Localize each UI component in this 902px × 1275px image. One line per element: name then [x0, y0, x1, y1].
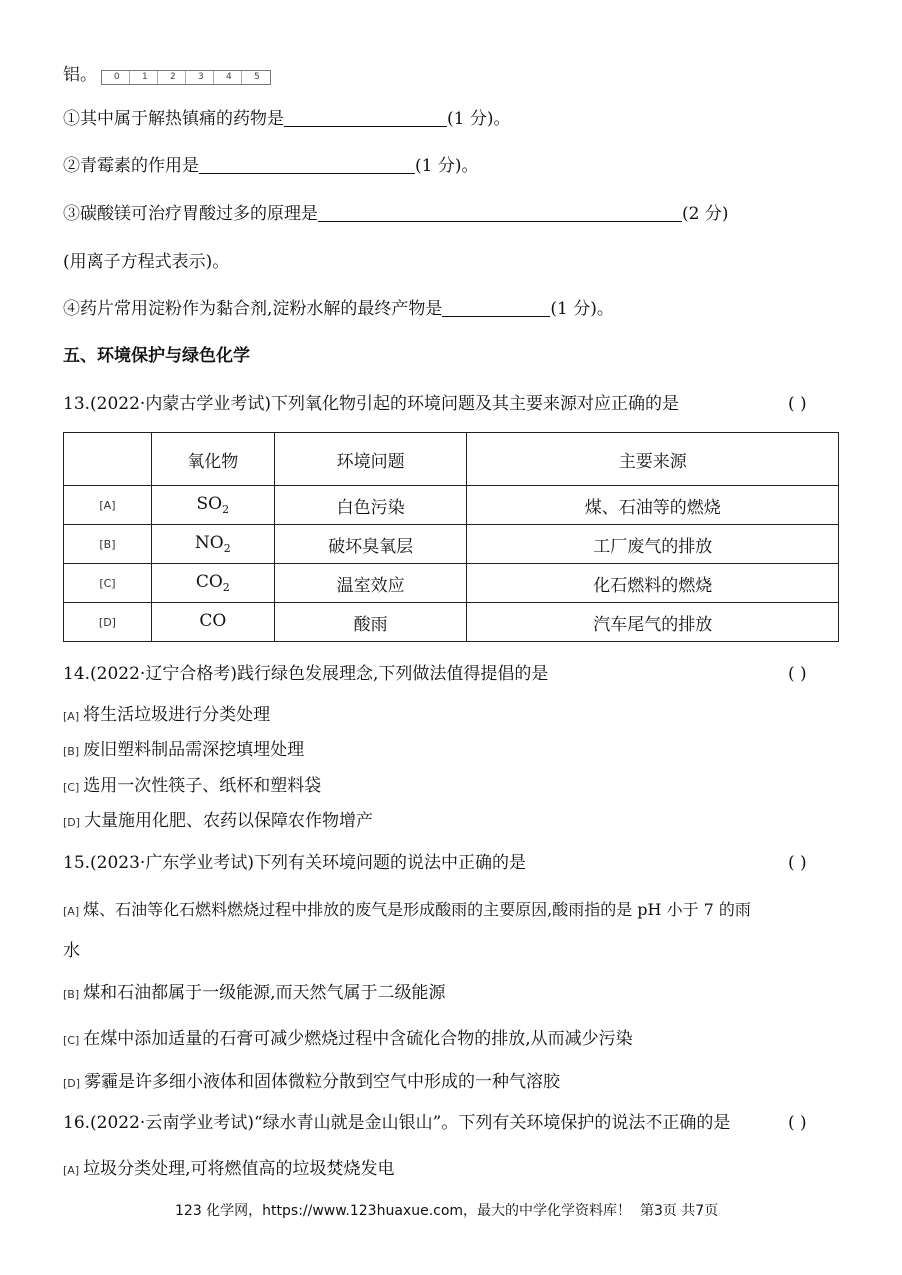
option-label: [C] — [64, 564, 152, 603]
q12-sub1-score: (1 分)。 — [447, 109, 511, 129]
table-header-row — [64, 433, 839, 486]
q12-sub3-cont: (用离子方程式表示)。 — [63, 252, 230, 272]
q12-sub1 — [63, 108, 510, 130]
q12-sub3-score: (2 分) — [682, 204, 729, 224]
q15-option-d[interactable] — [63, 1071, 560, 1095]
source-cell: 煤、石油等的燃烧 — [467, 486, 839, 525]
ruler-tick: 5 — [254, 72, 260, 82]
option-label: [C] — [63, 1034, 80, 1047]
table-row — [64, 486, 839, 525]
q14-option-d[interactable] — [63, 810, 373, 834]
table-header-cell: 氧化物 — [151, 433, 274, 486]
oxide-formula: SO — [196, 494, 223, 514]
option-label: [B] — [63, 988, 80, 1001]
oxide-formula: CO — [195, 572, 223, 592]
q15-option-a[interactable] — [63, 899, 751, 923]
q12-sub2-text: ②青霉素的作用是 — [63, 156, 199, 176]
source-cell: 工厂废气的排放 — [467, 525, 839, 564]
section-title: 五、环境保护与绿色化学 — [63, 346, 250, 366]
oxide-subscript: 2 — [223, 542, 231, 555]
oxide-cell — [151, 603, 274, 642]
ruler-tick: 3 — [186, 71, 214, 84]
option-label: [C] — [63, 781, 80, 794]
problem-cell: 酸雨 — [274, 603, 467, 642]
q12-sub3 — [63, 203, 728, 225]
oxide-formula: NO — [194, 533, 224, 553]
q12-sub1-text: ①其中属于解热镇痛的药物是 — [63, 109, 284, 129]
scale-ruler — [101, 70, 271, 85]
answer-blank[interactable] — [442, 300, 550, 317]
page-number: 第3页 共7页 — [639, 1203, 719, 1219]
table-header-cell: 环境问题 — [274, 433, 467, 486]
top-prefix: 铝。 — [63, 65, 97, 85]
table-row — [64, 525, 839, 564]
table-row — [64, 603, 839, 642]
option-text: 垃圾分类处理,可将燃值高的垃圾焚烧发电 — [83, 1159, 395, 1179]
q13-answer-paren[interactable]: ( ) — [788, 394, 807, 414]
answer-blank[interactable] — [284, 110, 447, 127]
ruler-tick: 2 — [158, 71, 186, 84]
oxide-formula: CO — [199, 611, 227, 631]
option-label: [D] — [63, 816, 81, 829]
option-label: [B] — [63, 745, 80, 758]
ruler-tick: 0 — [102, 71, 130, 84]
oxide-cell — [151, 564, 274, 603]
q14-option-a[interactable] — [63, 704, 270, 728]
problem-cell: 温室效应 — [274, 564, 467, 603]
oxide-cell — [151, 525, 274, 564]
q14-answer-paren[interactable]: ( ) — [788, 664, 807, 684]
option-text: 在煤中添加适量的石膏可减少燃烧过程中含硫化合物的排放,从而减少污染 — [83, 1029, 633, 1049]
table-row — [64, 564, 839, 603]
answer-blank[interactable] — [199, 157, 415, 174]
problem-cell: 白色污染 — [274, 486, 467, 525]
q15-option-b[interactable] — [63, 982, 446, 1006]
option-text: 大量施用化肥、农药以保障农作物增产 — [84, 811, 374, 831]
option-label: [D] — [63, 1077, 81, 1090]
option-text: 雾霾是许多细小液体和固体微粒分散到空气中形成的一种气溶胶 — [84, 1072, 561, 1092]
q15-answer-paren[interactable]: ( ) — [788, 853, 807, 873]
q12-sub2 — [63, 155, 478, 177]
q15-option-a-cont: 水 — [63, 941, 80, 961]
q12-sub3-text: ③碳酸镁可治疗胃酸过多的原理是 — [63, 204, 318, 224]
q16-stem: 16.(2022·云南学业考试)“绿水青山就是金山银山”。下列有关环境保护的说法不正确的是 — [63, 1113, 731, 1133]
q16-option-a[interactable] — [63, 1158, 395, 1182]
option-text: 选用一次性筷子、纸杯和塑料袋 — [83, 776, 322, 796]
source-cell: 汽车尾气的排放 — [467, 603, 839, 642]
table-header-cell: 主要来源 — [467, 433, 839, 486]
q12-sub4-score: (1 分)。 — [550, 299, 614, 319]
page-footer — [175, 1200, 718, 1220]
option-text: 煤和石油都属于一级能源,而天然气属于二级能源 — [83, 983, 446, 1003]
option-label: [A] — [63, 710, 80, 723]
ruler-tick: 4 — [214, 71, 242, 84]
option-text: 煤、石油等化石燃料燃烧过程中排放的废气是形成酸雨的主要原因,酸雨指的是 pH 小于 7 的雨 — [83, 900, 751, 919]
source-cell: 化石燃料的燃烧 — [467, 564, 839, 603]
oxide-subscript: 2 — [222, 581, 230, 594]
option-label: [A] — [63, 1164, 80, 1177]
option-text: 废旧塑料制品需深挖填埋处理 — [83, 740, 305, 760]
answer-blank[interactable] — [318, 205, 682, 222]
q15-option-c[interactable] — [63, 1028, 633, 1052]
option-label: [B] — [64, 525, 152, 564]
q14-option-c[interactable] — [63, 775, 321, 799]
q15-stem: 15.(2023·广东学业考试)下列有关环境问题的说法中正确的是 — [63, 853, 526, 873]
option-label: [D] — [64, 603, 152, 642]
q14-option-b[interactable] — [63, 739, 304, 763]
option-text: 将生活垃圾进行分类处理 — [83, 705, 271, 725]
q12-sub2-score: (1 分)。 — [415, 156, 479, 176]
option-label: [A] — [64, 486, 152, 525]
table-header-cell — [64, 433, 152, 486]
q13-table — [63, 432, 839, 642]
q14-stem: 14.(2022·辽宁合格考)践行绿色发展理念,下列做法值得提倡的是 — [63, 664, 549, 684]
top-line — [63, 64, 271, 86]
problem-cell: 破坏臭氧层 — [274, 525, 467, 564]
q12-sub4-text: ④药片常用淀粉作为黏合剂,淀粉水解的最终产物是 — [63, 299, 443, 319]
q12-sub4 — [63, 298, 614, 320]
oxide-cell — [151, 486, 274, 525]
oxide-subscript: 2 — [222, 503, 230, 516]
ruler-tick: 1 — [130, 71, 158, 84]
q13-stem: 13.(2022·内蒙古学业考试)下列氧化物引起的环境问题及其主要来源对应正确的是 — [63, 394, 679, 414]
footer-site: 123 化学网，https://www.123huaxue.com，最大的中学化学资料库！ — [175, 1203, 632, 1219]
q16-answer-paren[interactable]: ( ) — [788, 1113, 807, 1133]
option-label: [A] — [63, 905, 80, 918]
